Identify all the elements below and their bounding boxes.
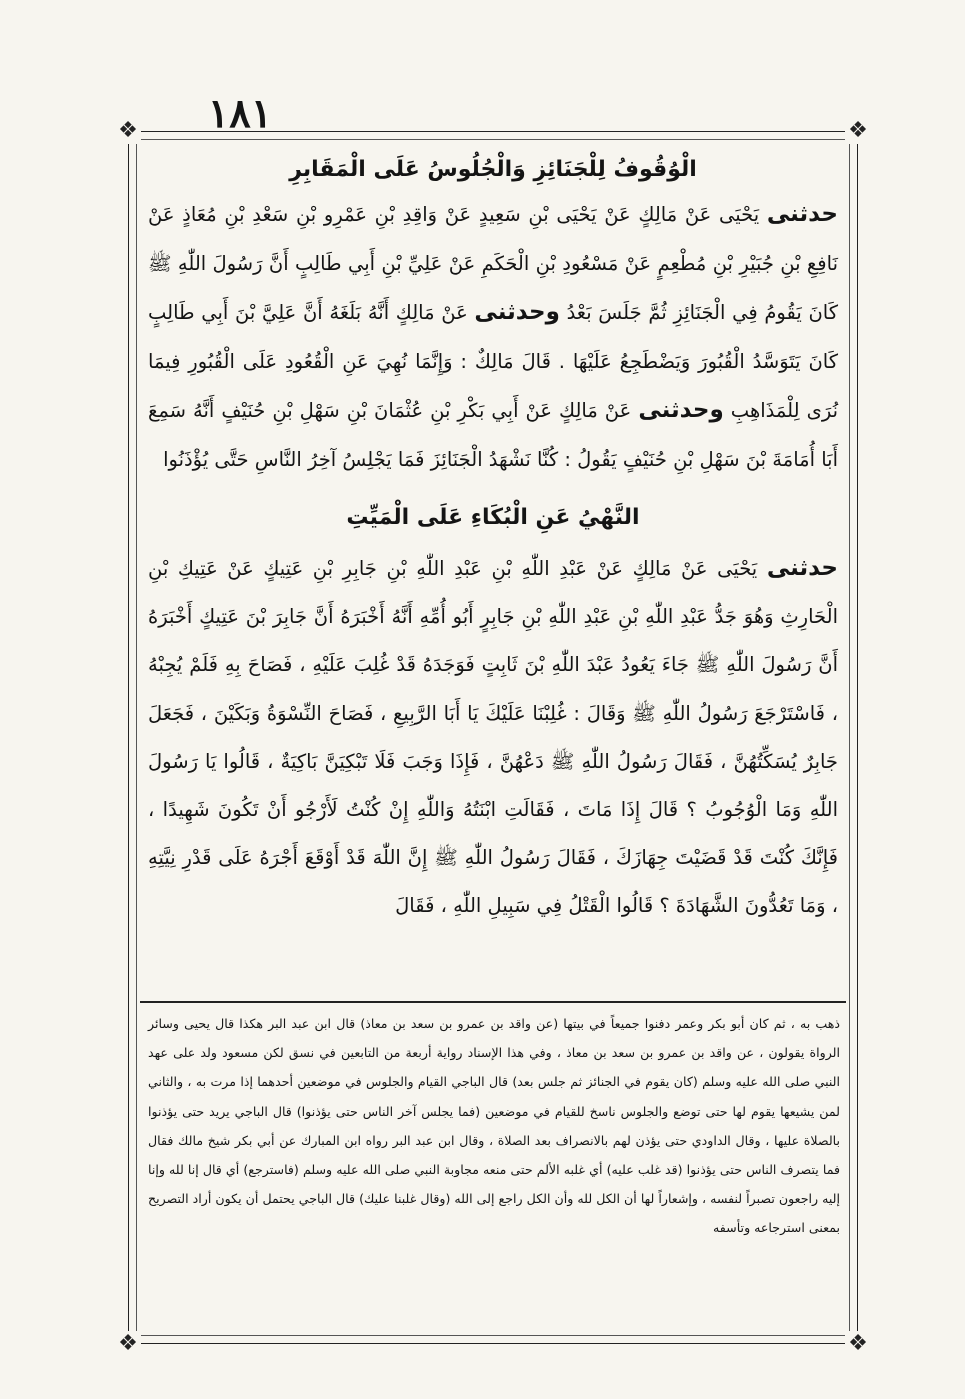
chapter-heading: الْوُقُوفُ لِلْجَنَائِزِ وَالْجُلُوسُ عَلَى الْمَقَابِرِ — [289, 157, 697, 182]
hadith-section — [148, 544, 838, 931]
hadith-section — [148, 190, 838, 484]
hadith-text: عَنْ مَالِكٍ عَنْ أَبِي بَكْرِ بْنِ عُثْمَانَ بْنِ سَهْلِ بْنِ حُنَيْفٍ أَنَّهُ سَمِعَ أَبَا أُمَامَةَ بْنَ سَهْلِ بْنِ حُنَيْفٍ يَقُولُ : كُنَّا نَشْهَدُ الْجَنَائِزَ فَمَا يَجْلِسُ آخِرُ النَّاسِ حَتَّى يُؤْذَنُوا — [148, 399, 838, 471]
hadith-opening-word: حدثنى — [766, 555, 838, 581]
hadith-text: يَحْيَى عَنْ مَالِكٍ عَنْ يَحْيَى بْنِ سَعِيدٍ عَنْ وَاقِدِ بْنِ عَمْرِو بْنِ سَعْدِ بْنِ مُعَاذٍ عَنْ نَافِعِ بْنِ جُبَيْرِ بْنِ مُطْعِمٍ عَنْ مَسْعُودِ بْنِ الْحَكَمِ عَنْ عَلِيِّ بْنِ أَبِي طَالِبٍ أَنَّ رَسُولَ اللّٰهِ ﷺ كَانَ يَقُومُ فِي الْجَنَائِزِ ثُمَّ جَلَسَ بَعْدُ — [148, 203, 838, 324]
chapter-heading: النَّهْيُ عَنِ الْبُكَاءِ عَلَى الْمَيِّتِ — [346, 505, 640, 530]
hadith-text: عَنْ مَالِكٍ أَنَّهُ بَلَغَهُ أَنَّ عَلِيَّ بْنَ أَبِي طَالِبٍ كَانَ يَتَوَسَّدُ الْقُبُورَ وَيَضْطَجِعُ عَلَيْهَا . قَالَ مَالِكٌ : وَإِنَّمَا نُهِيَ عَنِ الْقُعُودِ عَلَى الْقُبُورِ فِيمَا نُرَى لِلْمَذَاهِبِ — [148, 301, 839, 422]
hadith-opening-word: حدثنى — [766, 201, 838, 227]
page-number: ١٨١ — [207, 90, 273, 137]
corner-ornament-icon: ❖ — [115, 118, 141, 144]
main-text — [148, 150, 838, 931]
corner-ornament-icon: ❖ — [845, 1331, 871, 1357]
footnotes: ذهب به ، ثم كان أبو بكر وعمر دفنوا جميعاً في بيتها (عن واقد بن عمرو بن سعد بن معاذ) قال ابن عبد البر هكذا قال يحيى وسائر الرواة يقولون ، عن واقد بن عمرو بن سعد بن معاذ ، وفي هذا الإسناد رواية أربعة من التابعين في نسق لكن مسعود ولد على عهد النبي صلى الله عليه وسلم (كان يقوم في الجنائز ثم جلس بعد) قال الباجي القيام والجلوس في موضعين أحدهما إذا مرت به ، والثاني لمن يشيعها يقوم لها حتى توضع والجلوس ناسخ للقيام في موضعين (فما يجلس آخر الناس حتى يؤذنوا) قال الباجي يريد حتى يؤذنوا بالصلاة عليها ، وقال الداودي حتى يؤذن لهم بالانصراف بعد الصلاة ، وقال ابن عبد البر رواه ابن المبارك عن أبي بكر شيخ مالك فقال فما يتصرف الناس حتى يؤذنوا (قد غلب عليه) أي غلبه الألم حتى منعه مجاوبة النبي صلى الله عليه وسلم (فاسترجع) أي قال إنا لله وإنا إليه راجعون تصبراً لنفسه ، وإشعاراً لها أن الكل لله وأن الكل راجع إلى الله (وقال غلبنا عليك) قال الباجي يحتمل أن يكون أراد التصريح بمعنى استرجاعه وتأسفه — [148, 1016, 840, 1236]
hadith-opening-word: وحدثنى — [474, 299, 560, 325]
corner-ornament-icon: ❖ — [845, 118, 871, 144]
hadith-text: يَحْيَى عَنْ مَالِكٍ عَنْ عَبْدِ اللّٰهِ بْنِ عَبْدِ اللّٰهِ بْنِ جَابِرِ بْنِ عَتِيكٍ عَنْ عَتِيكِ بْنِ الْحَارِثِ وَهُوَ جَدُّ عَبْدِ اللّٰهِ بْنِ عَبْدِ اللّٰهِ بْنِ جَابِرٍ أَبُو أُمِّهِ أَنَّهُ أَخْبَرَهُ أَنَّ جَابِرَ بْنَ عَتِيكٍ أَخْبَرَهُ أَنَّ رَسُولَ اللّٰهِ ﷺ جَاءَ يَعُودُ عَبْدَ اللّٰهِ بْنَ ثَابِتٍ فَوَجَدَهُ قَدْ غُلِبَ عَلَيْهِ ، فَصَاحَ بِهِ فَلَمْ يُجِبْهُ ، فَاسْتَرْجَعَ رَسُولُ اللّٰهِ ﷺ وَقَالَ : غُلِبْنَا عَلَيْكَ يَا أَبَا الرَّبِيعِ ، فَصَاحَ النِّسْوَةُ وَبَكَيْنَ ، فَجَعَلَ جَابِرٌ يُسَكِّتُهُنَّ ، فَقَالَ رَسُولُ اللّٰهِ ﷺ دَعْهُنَّ ، فَإِذَا وَجَبَ فَلَا تَبْكِيَنَّ بَاكِيَةٌ ، قَالُوا يَا رَسُولَ اللّٰهِ وَمَا الْوُجُوبُ ؟ قَالَ إِذَا مَاتَ ، فَقَالَتِ ابْنَتُهُ وَاللّٰهِ إِنْ كُنْتُ لَأَرْجُو أَنْ تَكُونَ شَهِيدًا ، فَإِنَّكَ كُنْتَ قَدْ قَضَيْتَ جِهَازَكَ ، فَقَالَ رَسُولُ اللّٰهِ ﷺ إِنَّ اللّٰهَ قَدْ أَوْقَعَ أَجْرَهُ عَلَى قَدْرِ نِيَّتِهِ ، وَمَا تَعُدُّونَ الشَّهَادَةَ ؟ قَالُوا الْقَتْلُ فِي سَبِيلِ اللّٰهِ ، فَقَالَ — [148, 557, 838, 918]
corner-ornament-icon: ❖ — [115, 1331, 141, 1357]
hadith-opening-word: وحدثنى — [638, 397, 724, 423]
footnote-divider — [140, 1001, 846, 1003]
